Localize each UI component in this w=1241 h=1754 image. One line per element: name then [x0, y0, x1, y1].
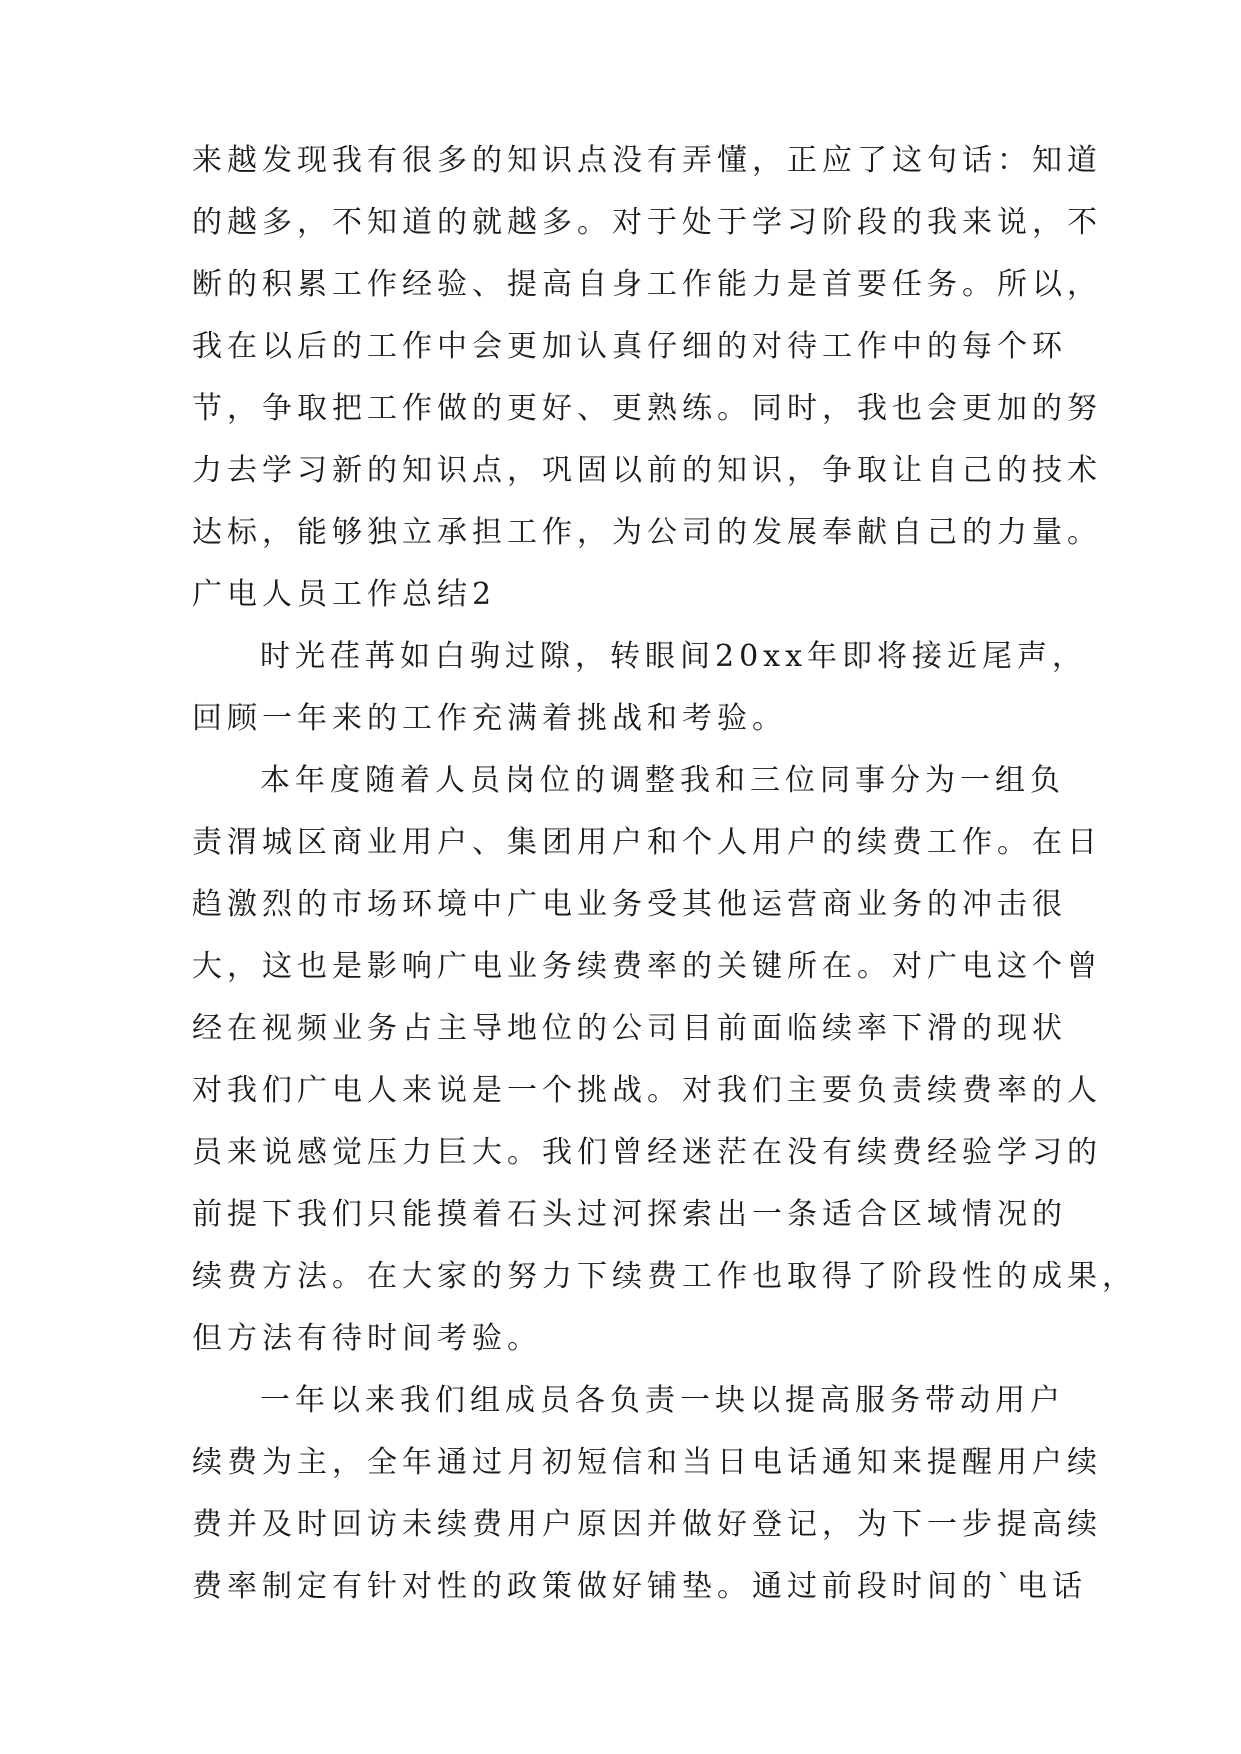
text-line: 力去学习新的知识点，巩固以前的知识，争取让自己的技术 — [192, 453, 1102, 488]
text-line: 节，争取把工作做的更好、更熟练。同时，我也会更加的努 — [192, 391, 1102, 426]
text-line: 断的积累工作经验、提高自身工作能力是首要任务。所以， — [192, 267, 1102, 302]
text-line: 续费为主，全年通过月初短信和当日电话通知来提醒用户续 — [192, 1445, 1102, 1480]
text-line: 员来说感觉压力巨大。我们曾经迷茫在没有续费经验学习的 — [192, 1135, 1102, 1170]
text-line: 大，这也是影响广电业务续费率的关键所在。对广电这个曾 — [192, 949, 1102, 984]
text-line: 费并及时回访未续费用户原因并做好登记，为下一步提高续 — [192, 1507, 1102, 1542]
text-line: 但方法有待时间考验。 — [192, 1321, 542, 1356]
paragraph-first-line: 本年度随着人员岗位的调整我和三位同事分为一组负 — [260, 763, 1065, 798]
text-line: 对我们广电人来说是一个挑战。对我们主要负责续费率的人 — [192, 1073, 1102, 1108]
document-body — [192, 130, 1137, 1618]
paragraph-first-line: 时光荏苒如白驹过隙，转眼间20xx年即将接近尾声， — [260, 639, 1088, 674]
text-line: 来越发现我有很多的知识点没有弄懂，正应了这句话：知道 — [192, 143, 1102, 178]
text-line: 责渭城区商业用户、集团用户和个人用户的续费工作。在日 — [192, 825, 1102, 860]
section-heading: 广电人员工作总结2 — [192, 577, 497, 612]
text-line: 我在以后的工作中会更加认真仔细的对待工作中的每个环 — [192, 329, 1067, 364]
text-line: 回顾一年来的工作充满着挑战和考验。 — [192, 701, 787, 736]
text-line: 的越多，不知道的就越多。对于处于学习阶段的我来说，不 — [192, 205, 1102, 240]
text-line: 趋激烈的市场环境中广电业务受其他运营商业务的冲击很 — [192, 887, 1067, 922]
text-line: 费率制定有针对性的政策做好铺垫。通过前段时间的`电话 — [192, 1569, 1087, 1604]
text-line: 达标，能够独立承担工作，为公司的发展奉献自己的力量。 — [192, 515, 1102, 550]
text-line: 续费方法。在大家的努力下续费工作也取得了阶段性的成果， — [192, 1259, 1137, 1294]
text-line: 经在视频业务占主导地位的公司目前面临续率下滑的现状 — [192, 1011, 1067, 1046]
paragraph-first-line: 一年以来我们组成员各负责一块以提高服务带动用户 — [260, 1383, 1065, 1418]
text-line: 前提下我们只能摸着石头过河探索出一条适合区域情况的 — [192, 1197, 1067, 1232]
